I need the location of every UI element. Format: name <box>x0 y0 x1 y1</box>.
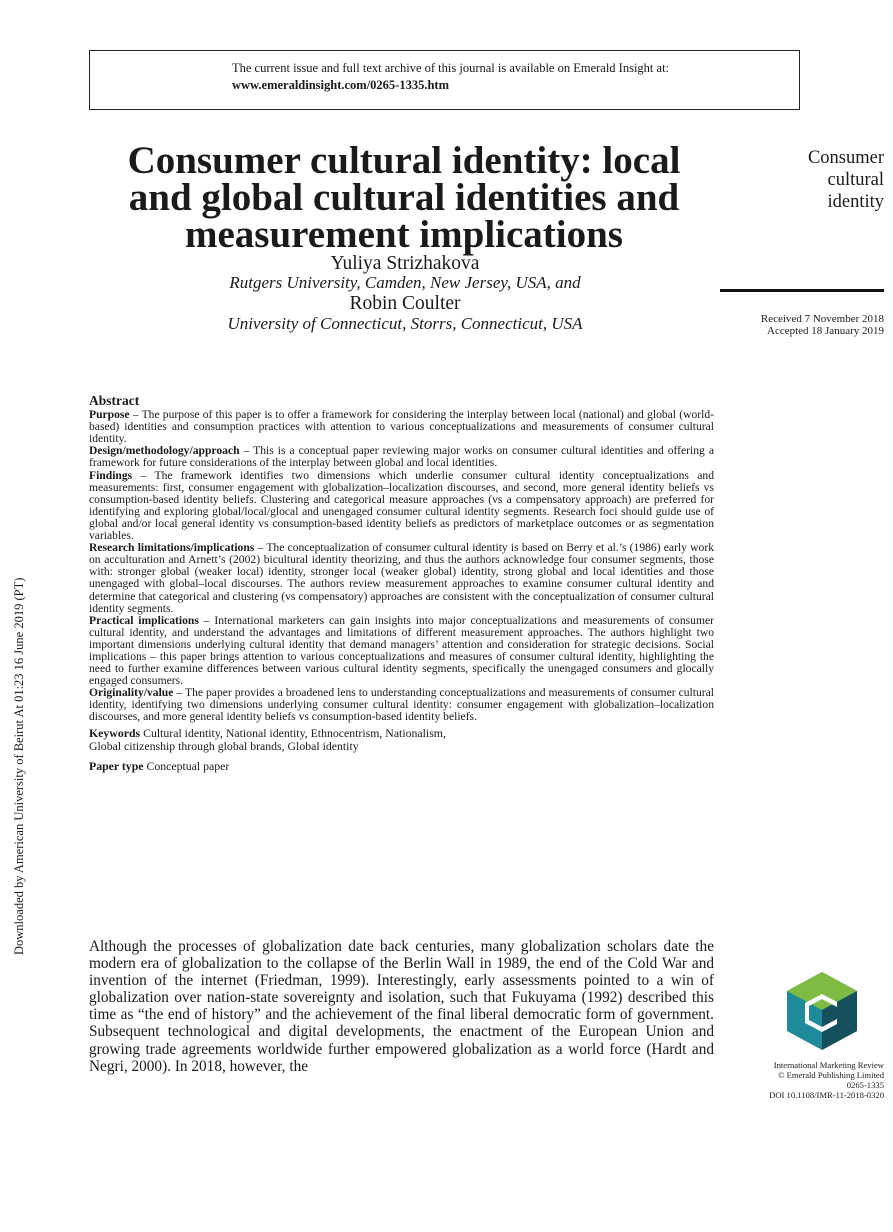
section-text: – The conceptualization of consumer cultural identity is based on Berry et al.’s (1986) early work on acculturation and Arnett’s (2002) bicultural identity theorizing, and thus the authors acknowledge four consumer segments, those with: stronger global (weaker local) identity, stronger local (weaker global) identity, strong global and local identities and those unengaged with global–local discourses. The authors review measurement approaches to examine consumer cultural identity and determine that categorical and clustering (vs compensatory) approaches are consistent with the conceptualization of consumer cultural identity segments. <box>89 541 714 615</box>
download-notice: Downloaded by American University of Beirut At 01:23 16 June 2019 (PT) <box>12 577 26 955</box>
paper-type <box>89 760 714 772</box>
abstract-section-limitations <box>89 542 714 615</box>
received-date: Received 7 November 2018 <box>760 313 884 325</box>
keywords-label: Keywords <box>89 725 141 740</box>
author-2 <box>150 293 660 315</box>
author-2-affiliation-block <box>150 314 660 334</box>
title-line: Consumer cultural identity: local <box>127 139 681 182</box>
keywords <box>89 727 714 753</box>
download-notice-margin <box>0 0 26 1232</box>
section-label: Originality/value <box>89 686 174 700</box>
section-text: – This is a conceptual paper reviewing major works on consumer cultural identities and offering a framework for future considerations of the interplay between global and local identities. <box>89 444 714 470</box>
section-text: – International marketers can gain insights into major conceptualizations and measurements of consumer cultural identity, and understand the advantages and limitations of different measurement approaches. The authors highlight two important dimensions underlying cultural identity that demand managers’ attention and consideration for strategic decisions. Social implications – this paper brings attention to various conceptualizations and measures of consumer cultural identity, highlighting the need to further examine differences between various cultural identity segments, specifically the unengaged consumers and glocally engaged consumers. <box>89 613 714 688</box>
author-1 <box>150 253 660 275</box>
paper-type-value: Conceptual paper <box>143 758 230 773</box>
section-label: Research limitations/implications <box>89 541 255 555</box>
abstract-heading: Abstract <box>89 393 140 408</box>
abstract-section-purpose <box>89 409 714 445</box>
section-text: – The framework identifies two dimensions which underlie consumer cultural identity conceptualizations and measurements: first, consumer engagement with globalization–localization discourses, and second, more general identity beliefs vs consumption-based identity beliefs. Clustering and categorical measure approaches (vs a compensatory approach) are preferred for identifying and exploring global/local/glocal and unengaged consumer cultural identity segments. Research foci should guide use of global and/or local general identity vs consumption-based identity beliefs as predictors of marketplace outcomes or as segmentation variables. <box>89 468 714 543</box>
accepted-date: Accepted 18 January 2019 <box>767 325 884 337</box>
section-label: Purpose <box>89 408 130 422</box>
running-head-line: Consumer <box>807 148 884 168</box>
article-dates <box>700 313 884 337</box>
title-line: measurement implications <box>185 213 623 256</box>
check-for-updates-icon[interactable] <box>785 970 859 1052</box>
archive-url[interactable]: www.emeraldinsight.com/0265-1335.htm <box>232 78 449 92</box>
divider <box>720 289 884 292</box>
author-affiliation: University of Connecticut, Storrs, Connecticut, USA <box>227 314 583 333</box>
journal-name: International Marketing Review <box>773 1060 884 1070</box>
author-name: Yuliya Strizhakova <box>330 253 480 274</box>
paper-type-label: Paper type <box>89 758 144 773</box>
journal-issn: 0265-1335 <box>846 1080 884 1090</box>
author-affiliation: Rutgers University, Camden, New Jersey, USA, and <box>229 273 581 292</box>
section-label: Design/methodology/approach <box>89 444 240 458</box>
author-1-affiliation-block <box>150 273 660 293</box>
author-name: Robin Coulter <box>349 293 461 314</box>
journal-info <box>720 1060 884 1100</box>
section-label: Findings <box>89 468 133 482</box>
article-title <box>89 139 719 256</box>
section-text: – The paper provides a broadened lens to understanding conceptualizations and measurements of consumer cultural identity, identifying two dimensions underlying consumer cultural identity: consumer engagement with globalization–localization discourses, and more general identity beliefs vs consumption-based identity beliefs. <box>89 686 714 724</box>
running-head <box>720 147 884 213</box>
archive-notice: The current issue and full text archive of this journal is available on Emerald Insight at: <box>232 61 670 75</box>
section-label: Practical implications <box>89 613 199 627</box>
journal-publisher: © Emerald Publishing Limited <box>777 1070 884 1080</box>
journal-doi[interactable]: DOI 10.1108/IMR-11-2018-0320 <box>769 1090 884 1100</box>
running-head-line: cultural <box>827 170 884 190</box>
keywords-line: Global citizenship through global brands, Global identity <box>89 738 359 753</box>
abstract-section-findings <box>89 470 714 543</box>
archive-banner <box>89 50 800 110</box>
abstract-section-originality <box>89 687 714 723</box>
abstract-section-practical <box>89 615 714 688</box>
title-line: and global cultural identities and <box>128 176 680 219</box>
abstract-section-design <box>89 445 714 469</box>
keywords-line: Cultural identity, National identity, Ethnocentrism, Nationalism, <box>140 725 446 740</box>
section-text: – The purpose of this paper is to offer a framework for considering the interplay between local (national) and global (world-based) identities and consumption practices with attention to various conceptualizations and measurements of consumer cultural identity. <box>89 408 714 446</box>
running-head-line: identity <box>827 192 884 212</box>
abstract <box>89 395 714 772</box>
body-paragraph: Although the processes of globalization date back centuries, many globalization scholars date the modern era of globalization to the collapse of the Berlin Wall in 1989, the end of the Cold War and invention of the internet (Friedman, 1999). Interestingly, early assessments pointed to a win of globalization over nation-state sovereignty and isolation, such that Fukuyama (1992) described this time as “the end of history” and the achievement of the final liberal democratic form of government. Subsequent technological and digital developments, the enactment of the European Union and growing trade agreements worldwide further empowered globalization as a world force (Hardt and Negri, 2000). In 2018, however, the <box>89 938 714 1075</box>
